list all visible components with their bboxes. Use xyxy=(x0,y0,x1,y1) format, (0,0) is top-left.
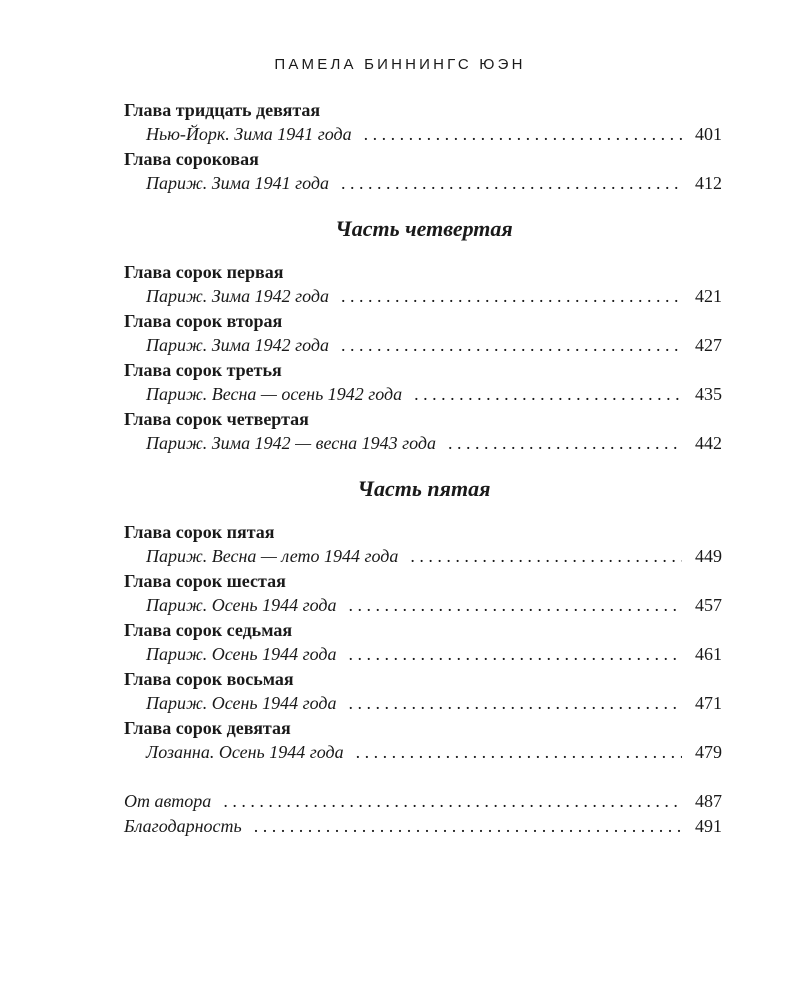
dot-leader xyxy=(410,544,682,569)
end-matter-entry[interactable] xyxy=(124,814,722,839)
chapter-title[interactable]: Глава сороковая xyxy=(124,149,259,169)
chapter-subtitle: Париж. Весна — осень 1942 года xyxy=(146,384,403,404)
chapter-title[interactable]: Глава сорок четвертая xyxy=(124,409,309,429)
chapter-subtitle: Лозанна. Осень 1944 года xyxy=(146,742,344,762)
chapter-subtitle: Париж. Весна — лето 1944 года xyxy=(146,546,399,566)
table-of-contents xyxy=(124,98,722,839)
page-number: 412 xyxy=(695,173,722,193)
part-four-heading: Часть четвертая xyxy=(335,216,513,241)
chapter-subtitle: Париж. Осень 1944 года xyxy=(146,595,337,615)
chapter-entry[interactable] xyxy=(124,740,722,765)
chapter-entry[interactable] xyxy=(124,593,722,618)
chapter-title[interactable]: Глава сорок третья xyxy=(124,360,282,380)
page-number: 491 xyxy=(695,816,722,836)
chapter-entry[interactable] xyxy=(124,122,722,147)
chapter-entry[interactable] xyxy=(124,544,722,569)
chapter-subtitle: Париж. Осень 1944 года xyxy=(146,644,337,664)
chapter-title[interactable]: Глава сорок пятая xyxy=(124,522,275,542)
chapter-entry[interactable] xyxy=(124,691,722,716)
chapter-entry[interactable] xyxy=(124,382,722,407)
page-number: 401 xyxy=(695,124,722,144)
dot-leader xyxy=(341,171,682,196)
running-head: ПАМЕЛА БИННИНГС ЮЭН xyxy=(274,56,526,73)
page-number: 435 xyxy=(695,384,722,404)
dot-leader xyxy=(349,593,683,618)
end-matter-entry[interactable] xyxy=(124,789,722,814)
dot-leader xyxy=(364,122,682,147)
page-number: 479 xyxy=(695,742,722,762)
chapter-title[interactable]: Глава сорок седьмая xyxy=(124,620,293,640)
chapter-title[interactable]: Глава сорок первая xyxy=(124,262,284,282)
chapter-subtitle: Париж. Зима 1942 года xyxy=(146,286,330,306)
chapter-entry[interactable] xyxy=(124,333,722,358)
dot-leader xyxy=(356,740,682,765)
page-number: 449 xyxy=(695,546,722,566)
dot-leader xyxy=(341,284,682,309)
chapter-subtitle: Париж. Зима 1942 года xyxy=(146,335,330,355)
page-number: 471 xyxy=(695,693,722,713)
chapter-entry[interactable] xyxy=(124,642,722,667)
chapter-title[interactable]: Глава сорок девятая xyxy=(124,718,291,738)
dot-leader xyxy=(254,814,682,839)
dot-leader xyxy=(341,333,682,358)
dot-leader xyxy=(349,691,683,716)
page-number: 487 xyxy=(695,791,722,811)
dot-leader xyxy=(349,642,683,667)
end-matter-title: От автора xyxy=(124,791,212,811)
chapter-title[interactable]: Глава сорок восьмая xyxy=(124,669,294,689)
page-number: 461 xyxy=(695,644,722,664)
chapter-entry[interactable] xyxy=(124,431,722,456)
end-matter-title: Благодарность xyxy=(124,816,242,836)
chapter-entry[interactable] xyxy=(124,171,722,196)
chapter-title[interactable]: Глава сорок вторая xyxy=(124,311,283,331)
page-number: 421 xyxy=(695,286,722,306)
chapter-subtitle: Париж. Осень 1944 года xyxy=(146,693,337,713)
page-number: 427 xyxy=(695,335,722,355)
chapter-title[interactable]: Глава тридцать девятая xyxy=(124,100,321,120)
part-five-heading: Часть пятая xyxy=(357,476,491,501)
chapter-entry[interactable] xyxy=(124,284,722,309)
dot-leader xyxy=(414,382,682,407)
chapter-title[interactable]: Глава сорок шестая xyxy=(124,571,286,591)
chapter-subtitle: Париж. Зима 1942 — весна 1943 года xyxy=(146,433,437,453)
dot-leader xyxy=(448,431,682,456)
dot-leader xyxy=(223,789,682,814)
chapter-subtitle: Нью-Йорк. Зима 1941 года xyxy=(146,124,352,144)
page-number: 457 xyxy=(695,595,722,615)
page-number: 442 xyxy=(695,433,722,453)
chapter-subtitle: Париж. Зима 1941 года xyxy=(146,173,330,193)
